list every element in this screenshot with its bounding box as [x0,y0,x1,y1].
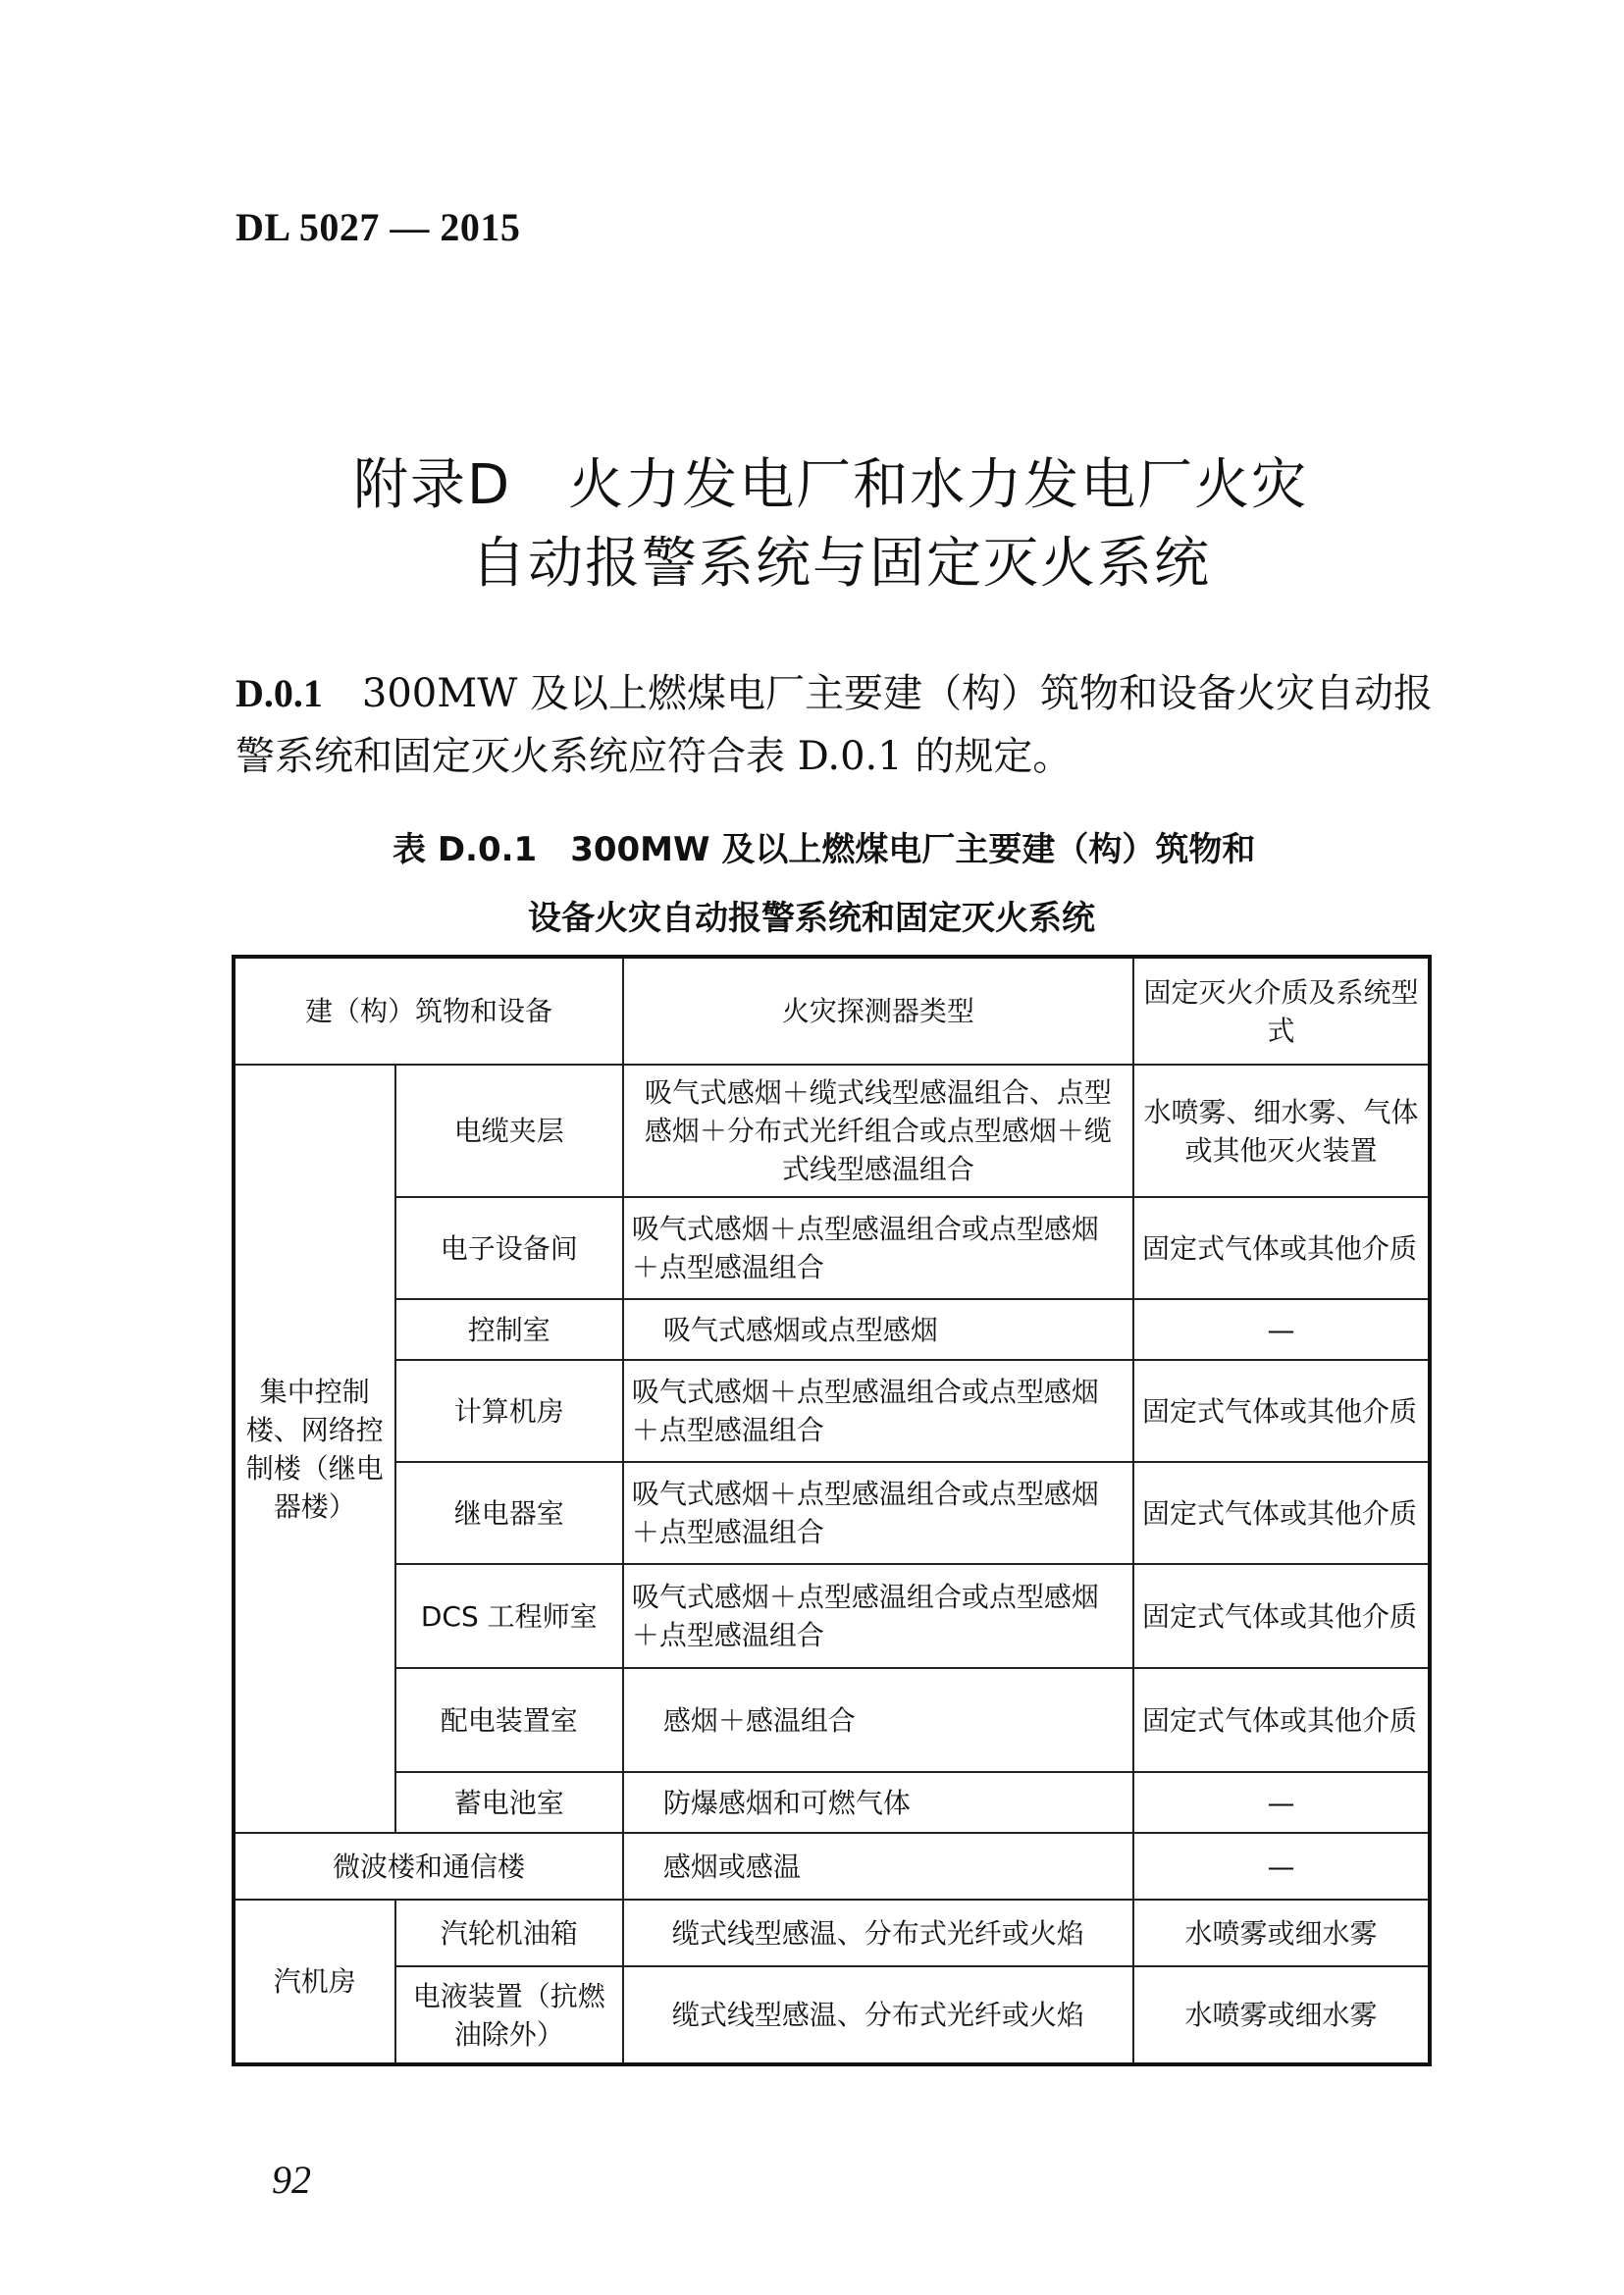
row-extinguish: 固定式气体或其他介质 [1133,1668,1430,1772]
header-detector: 火灾探测器类型 [623,957,1133,1065]
row-item: 汽轮机油箱 [395,1900,623,1966]
row-extinguish: 水喷雾、细水雾、气体或其他灭火装置 [1133,1065,1430,1197]
row-extinguish: 水喷雾或细水雾 [1133,1966,1430,2064]
header-building: 建（构）筑物和设备 [234,957,623,1065]
clause-paragraph [236,662,1438,788]
clause-text: 300MW 及以上燃煤电厂主要建（构）筑物和设备火灾自动报警系统和固定灭火系统应符合表 D.0.1 的规定。 [236,671,1434,779]
row-detector: 吸气式感烟或点型感烟 [623,1299,1133,1360]
table-row [234,1772,1430,1833]
appendix-title-line2: 自动报警系统与固定灭火系统 [471,532,1211,596]
row-item: 蓄电池室 [395,1772,623,1833]
row-detector: 吸气式感烟＋缆式线型感温组合、点型感烟＋分布式光纤组合或点型感烟＋缆式线型感温组合 [623,1065,1133,1197]
table-row [234,1299,1430,1360]
table-caption-line1: 表 D.0.1 300MW 及以上燃煤电厂主要建（构）筑物和 [393,830,1256,869]
row-item: 电子设备间 [395,1197,623,1299]
clause-number: D.0.1 [236,671,323,715]
table-row [234,1833,1430,1900]
row-detector: 吸气式感烟＋点型感温组合或点型感烟＋点型感温组合 [623,1360,1133,1462]
row-detector: 吸气式感烟＋点型感温组合或点型感烟＋点型感温组合 [623,1462,1133,1564]
table-header-row [234,957,1430,1065]
row-item: 控制室 [395,1299,623,1360]
row-detector: 缆式线型感温、分布式光纤或火焰 [623,1900,1133,1966]
table-row [234,1564,1430,1668]
table-row [234,1360,1430,1462]
row-extinguish: 固定式气体或其他介质 [1133,1197,1430,1299]
document-code: DL 5027 — 2015 [236,205,521,249]
row-detector: 吸气式感烟＋点型感温组合或点型感烟＋点型感温组合 [623,1197,1133,1299]
row-detector: 防爆感烟和可燃气体 [623,1772,1133,1833]
row-detector: 缆式线型感温、分布式光纤或火焰 [623,1966,1133,2064]
row-extinguish: — [1133,1299,1430,1360]
group-central-control: 集中控制楼、网络控制楼（继电器楼） [234,1065,395,1833]
appendix-title-line1: 附录D 火力发电厂和水力发电厂火灾 [353,453,1309,517]
table-row [234,1966,1430,2064]
table-caption-line2: 设备火灾自动报警系统和固定灭火系统 [528,899,1095,938]
row-extinguish: — [1133,1833,1430,1900]
group-turbine-hall: 汽机房 [234,1900,395,2064]
row-item: 继电器室 [395,1462,623,1564]
header-extinguish: 固定灭火介质及系统型式 [1133,957,1430,1065]
row-extinguish: 固定式气体或其他介质 [1133,1564,1430,1668]
row-detector: 感烟或感温 [623,1833,1133,1900]
row-item: 微波楼和通信楼 [234,1833,623,1900]
table-row [234,1462,1430,1564]
row-detector: 吸气式感烟＋点型感温组合或点型感烟＋点型感温组合 [623,1564,1133,1668]
table-row [234,1197,1430,1299]
table-row [234,1065,1430,1197]
row-item: DCS 工程师室 [395,1564,623,1668]
row-extinguish: 水喷雾或细水雾 [1133,1900,1430,1966]
row-extinguish: 固定式气体或其他介质 [1133,1360,1430,1462]
page-number: 92 [272,2158,311,2202]
row-item: 电液装置（抗燃油除外） [395,1966,623,2064]
fire-system-table [232,955,1432,2066]
row-item: 计算机房 [395,1360,623,1462]
row-extinguish: 固定式气体或其他介质 [1133,1462,1430,1564]
table-row [234,1900,1430,1966]
row-detector: 感烟＋感温组合 [623,1668,1133,1772]
table-row [234,1668,1430,1772]
row-item: 电缆夹层 [395,1065,623,1197]
row-item: 配电装置室 [395,1668,623,1772]
row-extinguish: — [1133,1772,1430,1833]
